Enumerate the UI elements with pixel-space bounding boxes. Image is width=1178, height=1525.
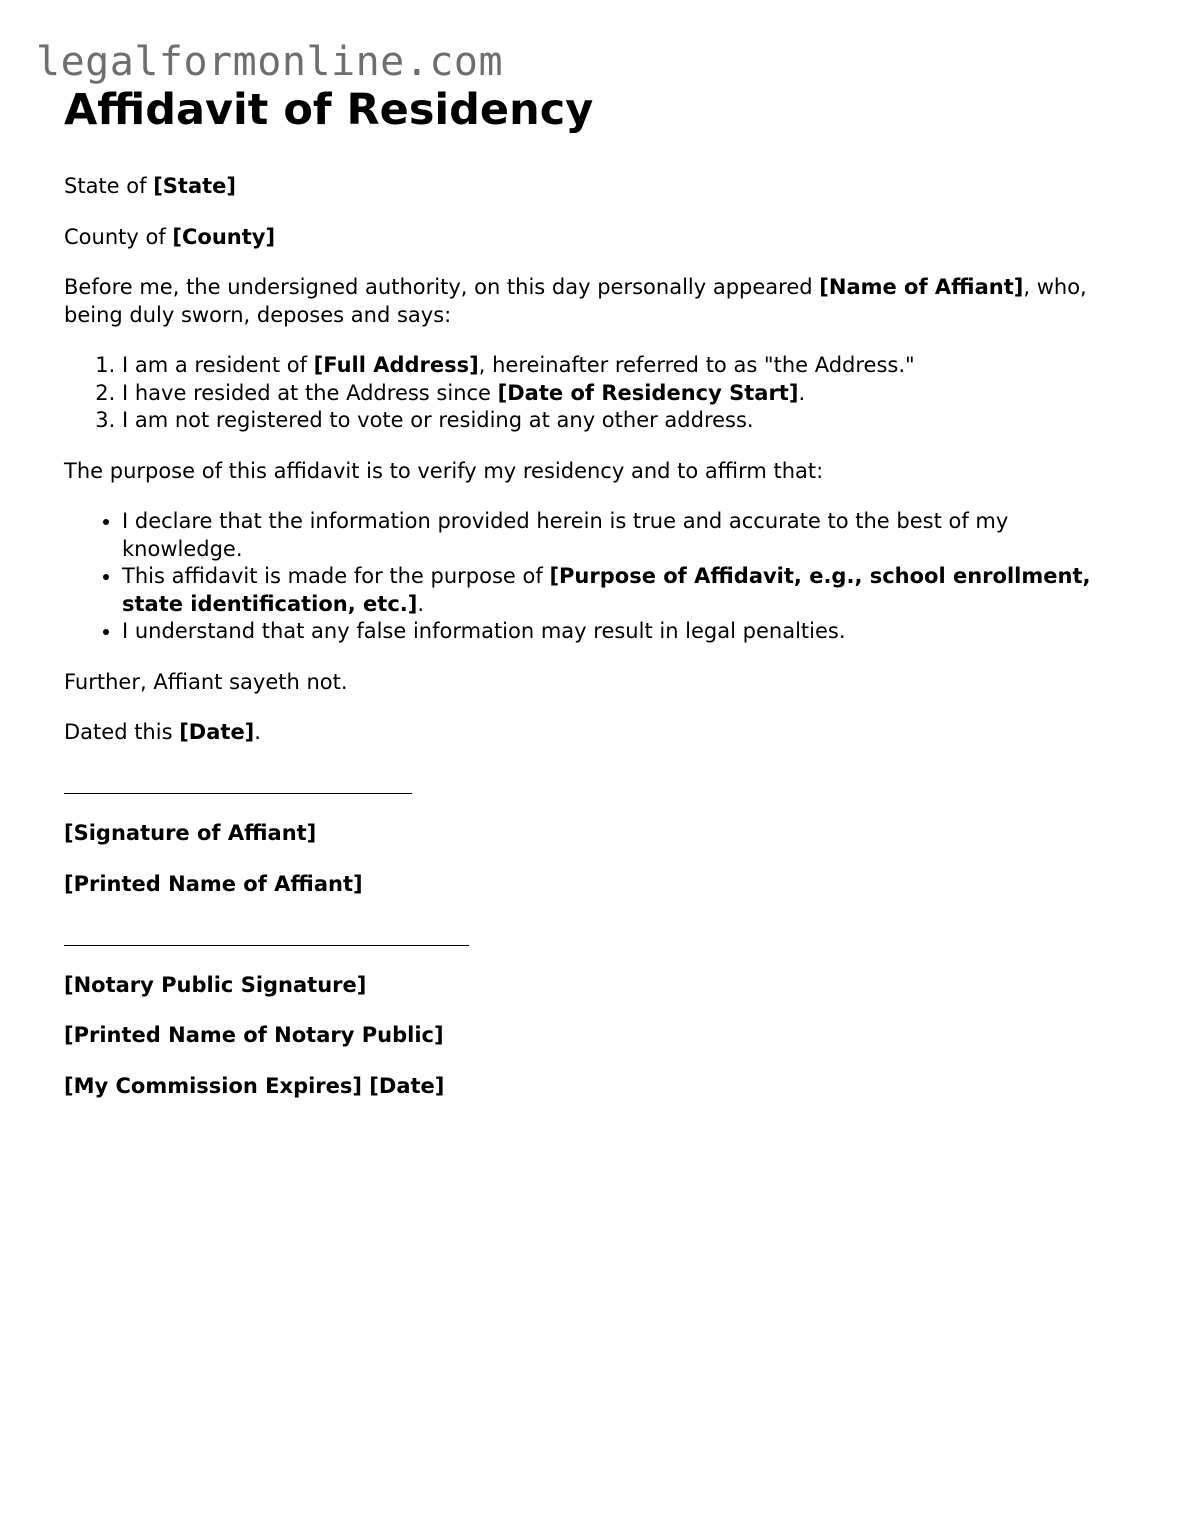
- statement-item: [122, 352, 1114, 380]
- document-title: Affidavit of Residency: [64, 85, 594, 135]
- commission-expires-label: [64, 1073, 1114, 1101]
- statement-item: [122, 380, 1114, 408]
- county-field: [County]: [172, 224, 276, 249]
- notary-printed-name-field: [Printed Name of Notary Public]: [64, 1023, 444, 1047]
- statement-text-after: , hereinafter referred to as "the Address.": [478, 353, 915, 377]
- statement-text: I am a resident of: [122, 353, 314, 377]
- affirmation-text: I declare that the information provided herein is true and accurate to the best of my knowledge.: [122, 509, 1009, 561]
- affiant-signature-label: [64, 820, 1114, 848]
- statement-text: I have resided at the Address since: [122, 380, 498, 405]
- state-label: State of: [64, 174, 154, 198]
- commission-expires-field: [My Commission Expires] [Date]: [64, 1073, 445, 1098]
- affiant-signature-line: [64, 770, 1114, 798]
- county-label: County of: [64, 224, 173, 249]
- signature-rule: [64, 793, 412, 794]
- affiant-printed-name-field: [Printed Name of Affiant]: [64, 871, 363, 896]
- affiant-signature-field: [Signature of Affiant]: [64, 821, 317, 845]
- affirmation-item: [122, 618, 1114, 646]
- county-line: [64, 224, 1114, 252]
- residency-start-field: [Date of Residency Start]: [497, 380, 799, 405]
- notary-signature-label: [64, 972, 1114, 1000]
- affiant-printed-name-label: [64, 871, 1114, 899]
- affidavit-document: [64, 80, 1114, 1123]
- dated-after: .: [254, 720, 261, 744]
- full-address-field: [Full Address]: [313, 353, 479, 377]
- affirmation-item: [122, 508, 1114, 563]
- affirmation-text-after: .: [417, 591, 425, 616]
- affirmation-item: [122, 563, 1114, 618]
- date-field: [Date]: [179, 720, 255, 744]
- state-field: [State]: [153, 174, 236, 198]
- purpose-intro: The purpose of this affidavit is to verify my residency and to affirm that:: [64, 458, 824, 483]
- signature-rule: [64, 945, 469, 946]
- notary-printed-name-label: [64, 1022, 1114, 1050]
- dated-line: [64, 719, 1114, 747]
- notary-signature-line: [64, 921, 1114, 949]
- statement-item: [122, 407, 1114, 435]
- purpose-field: [Purpose of Affidavit, e.g., school enrollment, state identification, etc.]: [122, 564, 1091, 616]
- state-line: [64, 173, 1114, 201]
- affiant-name-field: [Name of Affiant]: [819, 275, 1024, 299]
- dated-label: Dated this: [64, 720, 180, 744]
- intro-after: , who, being duly sworn, deposes and says:: [64, 275, 1087, 327]
- watermark-text: legalformonline.com: [36, 39, 504, 85]
- intro-paragraph: [64, 274, 1114, 329]
- further-statement: Further, Affiant sayeth not.: [64, 669, 348, 694]
- statement-text: I am not registered to vote or residing at any other address.: [122, 408, 754, 432]
- statement-text-after: .: [798, 380, 806, 405]
- affirmation-text: This affidavit is made for the purpose of: [122, 564, 550, 588]
- statements-list: [64, 352, 1114, 435]
- affirmation-text: I understand that any false information may result in legal penalties.: [122, 619, 846, 643]
- affirmations-list: [64, 508, 1114, 646]
- notary-signature-field: [Notary Public Signature]: [64, 972, 367, 997]
- intro-before: Before me, the undersigned authority, on this day personally appeared: [64, 275, 820, 299]
